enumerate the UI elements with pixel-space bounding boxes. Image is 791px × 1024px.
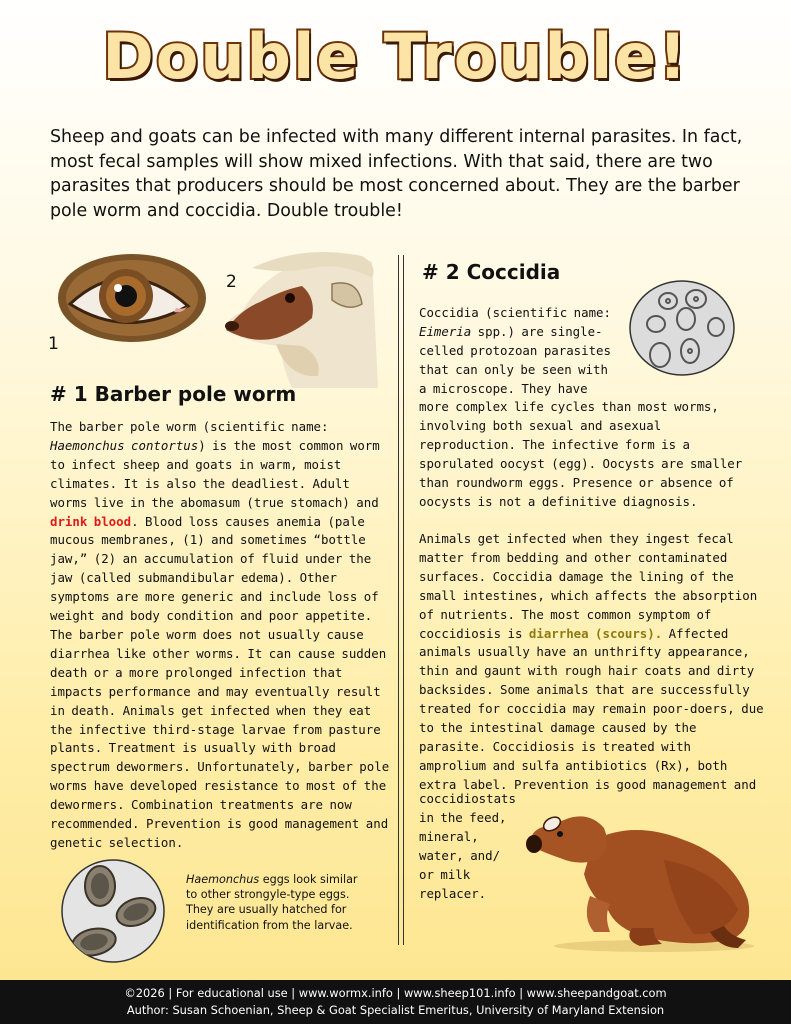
coccidia-oocysts-image — [628, 279, 736, 377]
page-title: Double Trouble! — [102, 20, 689, 93]
footer-author: Author: Susan Schoenian, Sheep & Goat Specialist Emeritus, University of Maryland Extension — [126, 1003, 665, 1017]
sick-goat-image — [524, 800, 762, 954]
coccidiostat-lines: coccidiostats in the feed, mineral, water, and/ or milk replacer. — [419, 791, 516, 901]
barber-pole-heading: # 1 Barber pole worm — [50, 382, 297, 406]
haemonchus-caption: Haemonchus eggs look similar to other strongyle-type eggs. They are usually hatched for identification from the larvae. — [186, 873, 358, 932]
intro-paragraph: Sheep and goats can be infected with many different internal parasites. In fact, most fecal samples will show mixed infections. With that said, there are two parasites that producers should be most concerned about. They are the barber pole worm and coccidia. Double trouble! — [50, 127, 743, 221]
pale-eye-image — [56, 252, 208, 344]
coccidia-paragraph-1b: more complex life cycles than most worms, involving both sexual and asexual reproduction. The infective form is a sporulated oocyst (egg). Oocysts are smaller than roundworm eggs. Presence or absence of oocysts is not a definitive diagnosis. — [419, 399, 743, 509]
coccidia-paragraph-1a: Coccidia (scientific name: Eimeria spp.) are single-celled protozoan parasites that can only be seen with a microscope. They have — [419, 305, 611, 396]
bottle-jaw-sheep-image — [222, 248, 378, 388]
diarrhea-highlight: diarrhea (scours). — [528, 625, 663, 641]
column-divider — [398, 255, 404, 945]
drink-blood-highlight: drink blood — [50, 513, 132, 529]
image-label-2: 2 — [226, 272, 237, 292]
footer-credits: ©2026 | For educational use | www.wormx.info | www.sheep101.info | www.sheepandgoat.com — [124, 986, 667, 1000]
footer-bar — [0, 980, 791, 1024]
barber-pole-paragraph: The barber pole worm (scientific name: Haemonchus contortus) is the most common worm to infect sheep and goats in warm, moist climates. It is also the deadliest. Adult worms live in the abomasum (true stomach) and drink blood. Blood loss causes anemia (pale mucous membranes, (1) and sometimes “bottle jaw,” (2) an accumulation of fluid under the jaw (called submandibular edema). Other symptoms are more generic and include loss of weight and body condition and poor appetite. The barber pole worm does not usually cause diarrhea like other worms. It can cause sudden death or a more prolonged infection that impacts performance and may eventually result in death. Animals get infected when they eat the infective third-stage larvae from pasture plants. Treatment is usually with broad spectrum dewormers. Unfortunately, barber pole worms have developed resistance to most of the dewormers. Combination treatments are now recommended. Prevention is good management and genetic selection. — [50, 419, 390, 850]
haemonchus-eggs-image — [60, 858, 166, 964]
image-label-1: 1 — [48, 334, 59, 354]
coccidia-heading: # 2 Coccidia — [422, 260, 561, 284]
coccidia-paragraph-2: Animals get infected when they ingest fecal matter from bedding and other contaminated surfaces. Coccidia damage the lining of the small intestines, which affects the absorption of nutrients. The most common symptom of coccidiosis is diarrhea (scours). Affected animals usually have an unthrifty appearance, thin and gaunt with rough hair coats and dirty backsides. Some animals that are successfully treated for coccidia may remain poor-doers, due to the intestinal damage caused by the parasite. Coccidiosis is treated with amprolium and sulfa antibiotics (Rx), both extra label. Prevention is good management and — [419, 531, 764, 792]
